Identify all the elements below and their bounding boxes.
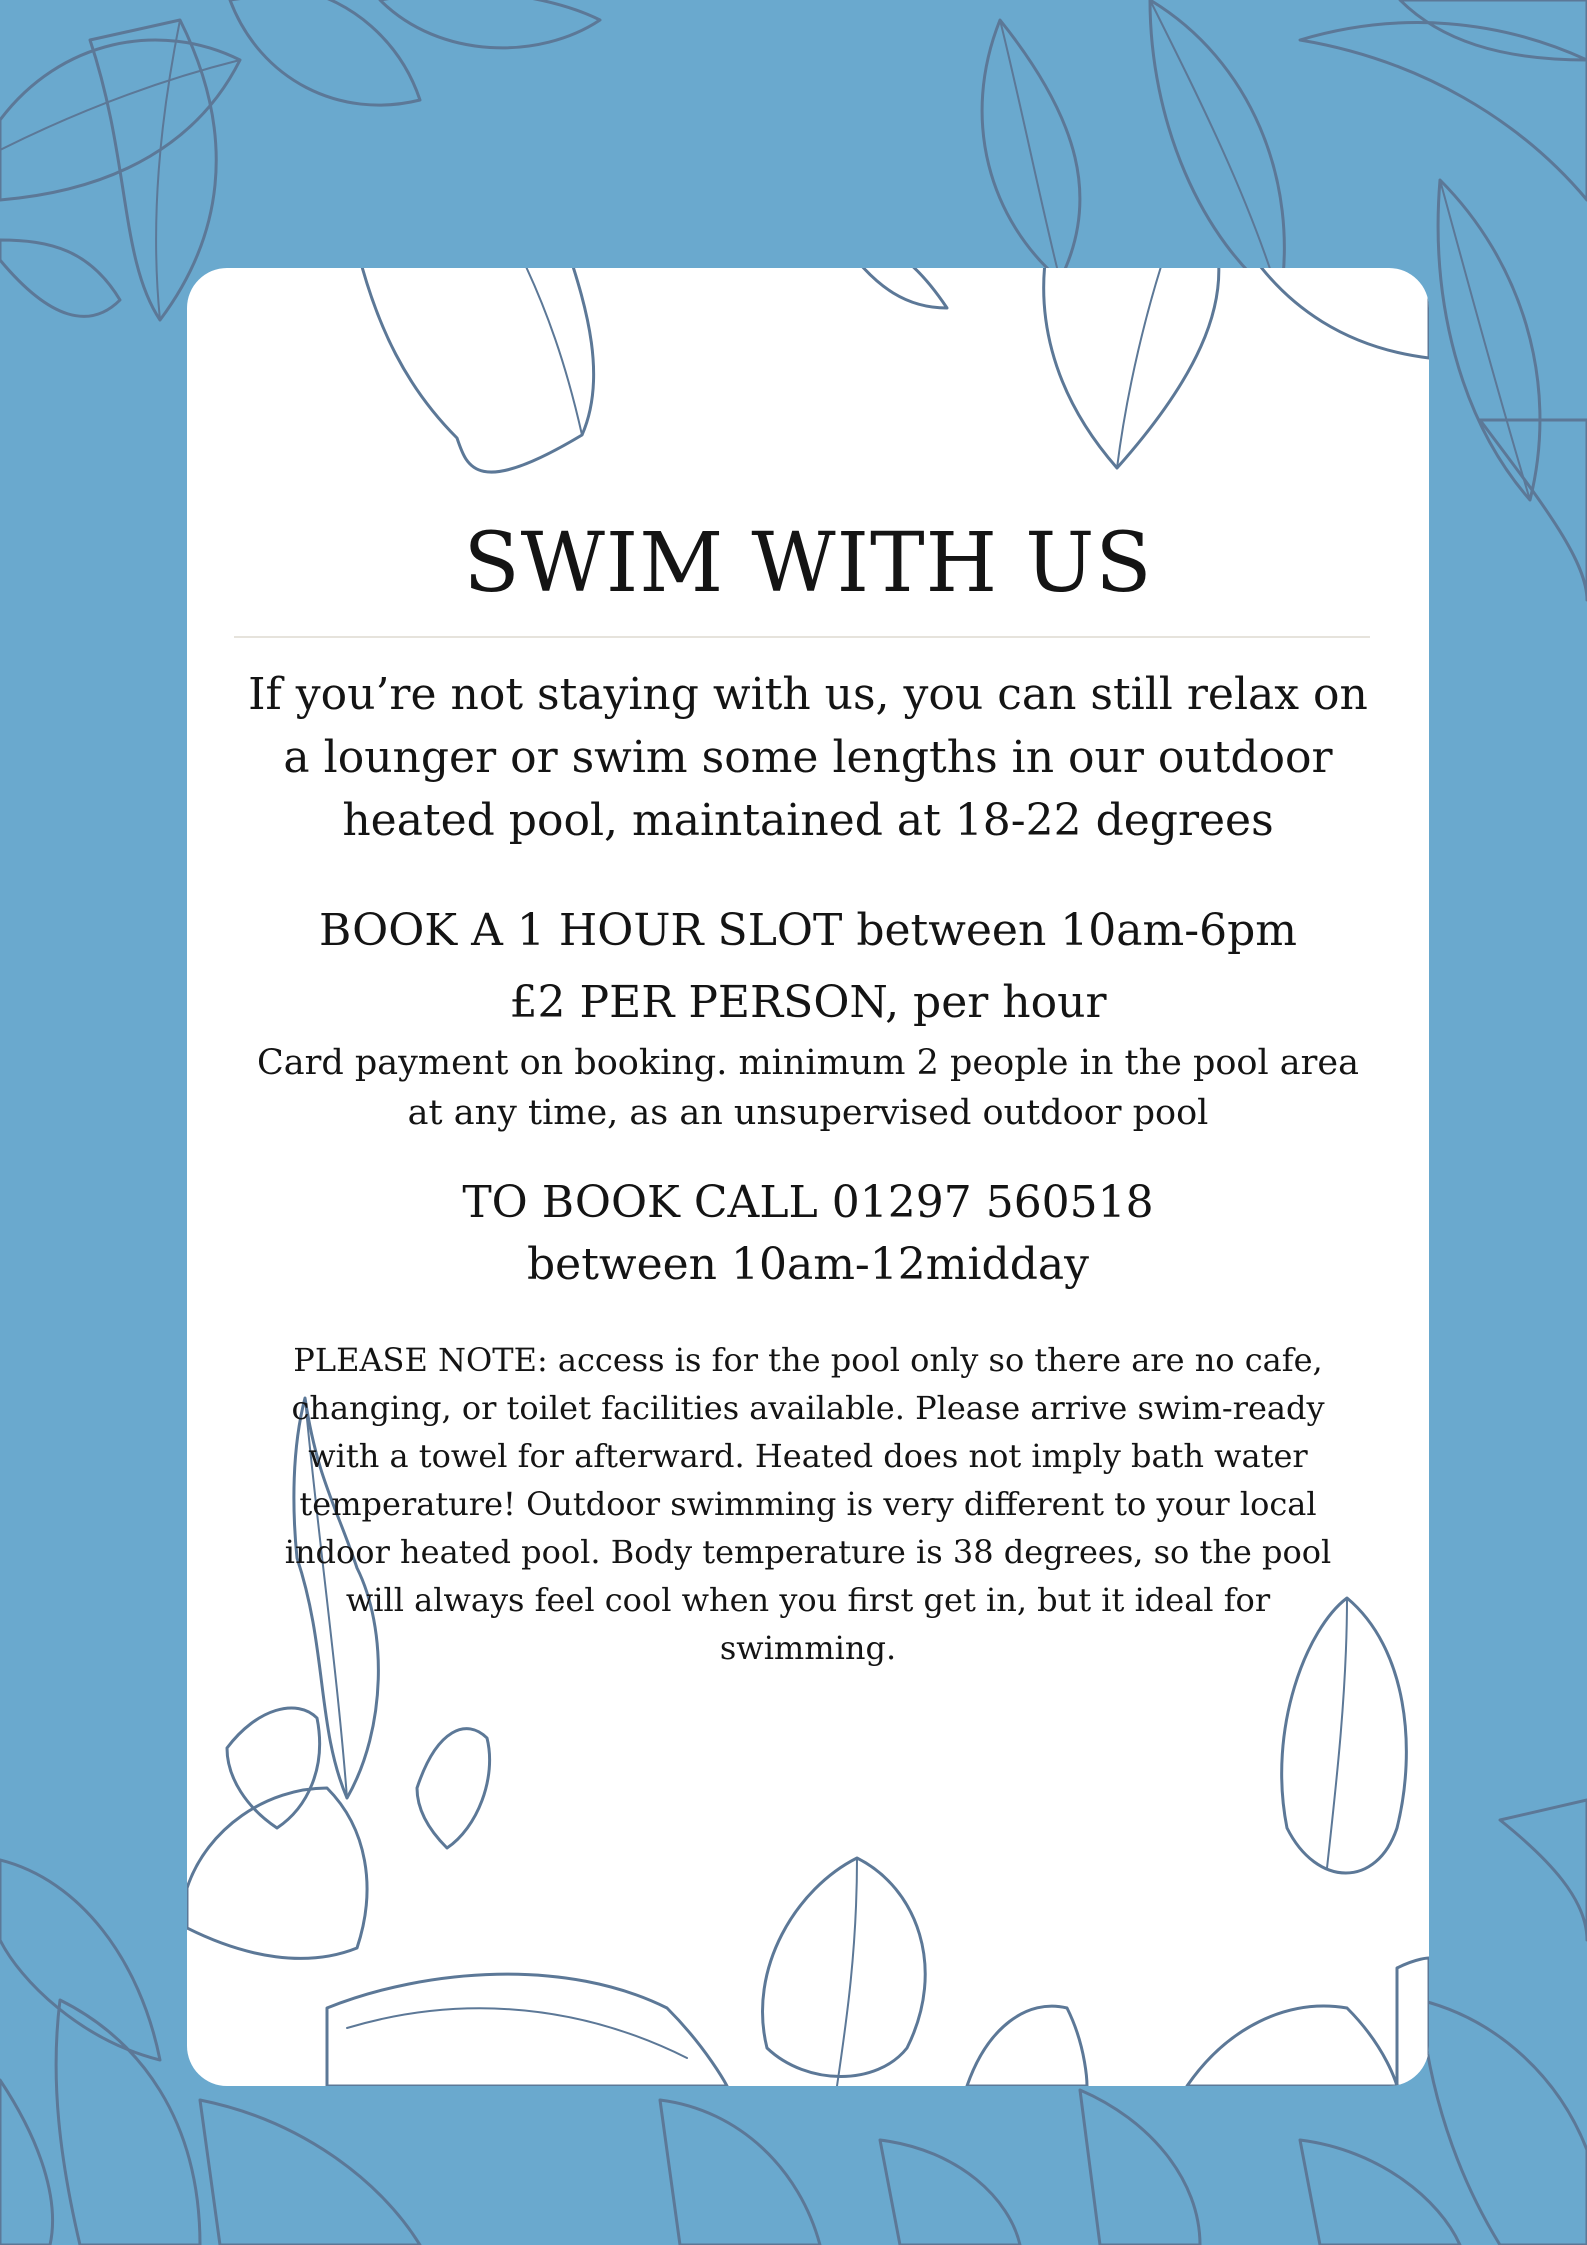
content-card xyxy=(187,268,1429,2086)
title-divider xyxy=(234,636,1370,638)
booking-phone-line: TO BOOK CALL 01297 560518 xyxy=(462,1177,1154,1228)
booking-hours-line: between 10am-12midday xyxy=(527,1239,1089,1290)
intro-text: If you’re not staying with us, you can still relax on a lounger or swim some lengths in our outdoor heated pool, maintained at 18-22 degrees xyxy=(248,669,1368,846)
booking-call-block xyxy=(187,1172,1429,1296)
please-note-text: PLEASE NOTE: access is for the pool only so there are no cafe, changing, or toilet facilities available. Please arrive swim-ready with a towel for afterward. Heated does not imply bath water temperature! Outdoor swimming is very different to your local indoor heated pool. Body temperature is 38 degrees, so the pool will always feel cool when you first get in, but it ideal for swimming. xyxy=(284,1341,1332,1667)
price-text: £2 PER PERSON, per hour xyxy=(509,977,1107,1028)
poster-title: SWIM WITH US xyxy=(463,516,1153,611)
payment-note: Card payment on booking. minimum 2 people in the pool area at any time, as an unsupervised outdoor pool xyxy=(256,1043,1359,1133)
booking-slot-text: BOOK A 1 HOUR SLOT between 10am-6pm xyxy=(319,905,1297,956)
